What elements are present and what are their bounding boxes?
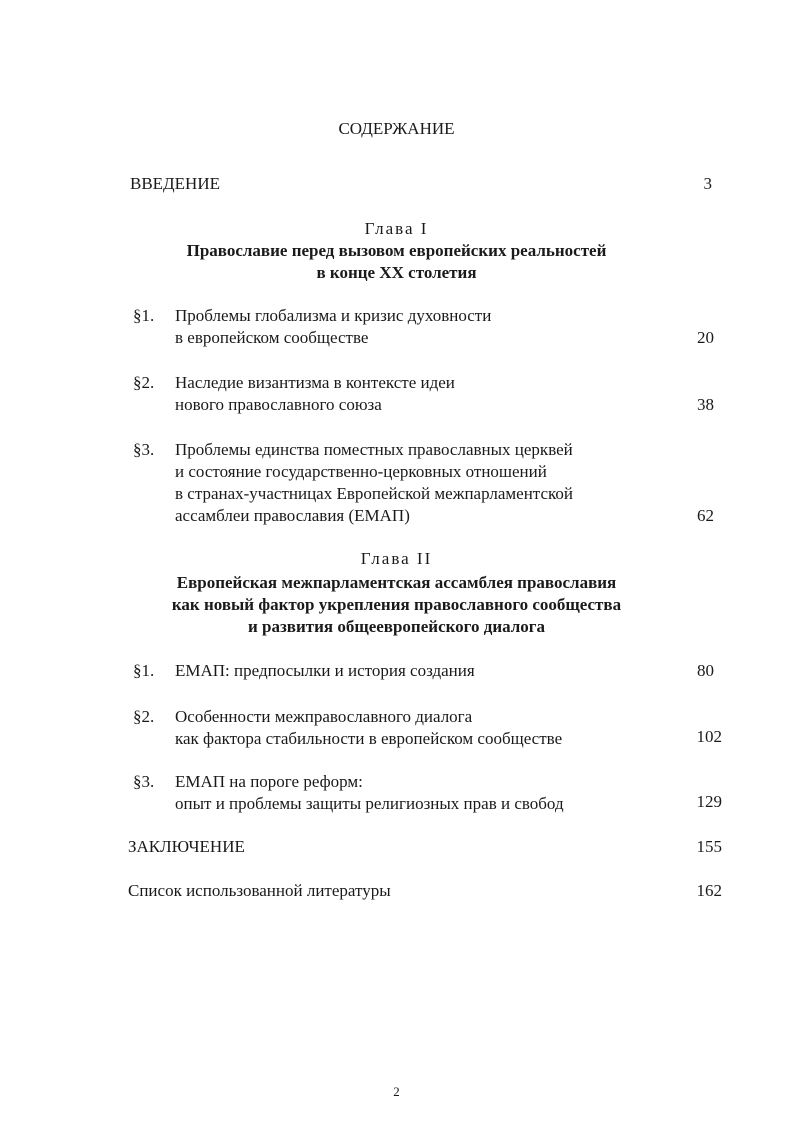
section-title-line: ЕМАП на пороге реформ: xyxy=(175,772,363,791)
section-title-line: в странах-участницах Европейской межпарламентской xyxy=(175,484,573,503)
section-page: 129 xyxy=(696,792,722,811)
section-page: 20 xyxy=(697,328,714,347)
section-page: 62 xyxy=(697,506,714,525)
section-title-line: и состояние государственно-церковных отношений xyxy=(175,462,547,481)
toc-conclusion-page: 155 xyxy=(696,837,722,856)
toc-bibliography-page: 162 xyxy=(696,881,722,900)
toc-intro-page: 3 xyxy=(703,174,712,193)
toc-title: СОДЕРЖАНИЕ xyxy=(338,119,455,138)
chapter2-title-line: как новый фактор укрепления православного сообщества xyxy=(171,595,622,614)
chapter1-title-line: в конце XX столетия xyxy=(316,263,477,282)
chapter2-title-line: и развития общеевропейского диалога xyxy=(247,617,546,636)
section-title-line: Проблемы глобализма и кризис духовности xyxy=(175,306,492,325)
toc-bibliography-label: Список использованной литературы xyxy=(128,881,391,900)
section-page: 102 xyxy=(696,727,722,746)
chapter1-heading: Глава I xyxy=(364,219,429,238)
section-number: §1. xyxy=(133,661,155,680)
section-title-line: нового православного союза xyxy=(175,395,382,414)
section-title-line: в европейском сообществе xyxy=(175,328,369,347)
toc-conclusion-label: ЗАКЛЮЧЕНИЕ xyxy=(128,837,245,856)
section-page: 80 xyxy=(697,661,714,680)
section-number: §1. xyxy=(133,306,155,325)
section-title-line: Особенности межправославного диалога xyxy=(175,707,473,726)
chapter1-title-line: Православие перед вызовом европейских реальностей xyxy=(186,241,607,260)
section-title-line: Наследие византизма в контексте идеи xyxy=(175,373,455,392)
page-number: 2 xyxy=(393,1084,400,1099)
chapter2-heading: Глава II xyxy=(360,549,433,568)
section-page: 38 xyxy=(697,395,714,414)
section-number: §3. xyxy=(133,772,155,791)
section-title-line: Проблемы единства поместных православных церквей xyxy=(175,440,573,459)
section-title-line: ассамблеи православия (ЕМАП) xyxy=(175,506,410,525)
section-title-line: ЕМАП: предпосылки и история создания xyxy=(175,661,475,680)
chapter2-title-line: Европейская межпарламентская ассамблея православия xyxy=(176,573,617,592)
section-number: §2. xyxy=(133,373,155,392)
toc-intro-label: ВВЕДЕНИЕ xyxy=(130,174,220,193)
section-title-line: опыт и проблемы защиты религиозных прав и свобод xyxy=(175,794,564,813)
section-number: §2. xyxy=(133,707,155,726)
section-title-line: как фактора стабильности в европейском сообществе xyxy=(175,729,563,748)
section-number: §3. xyxy=(133,440,155,459)
